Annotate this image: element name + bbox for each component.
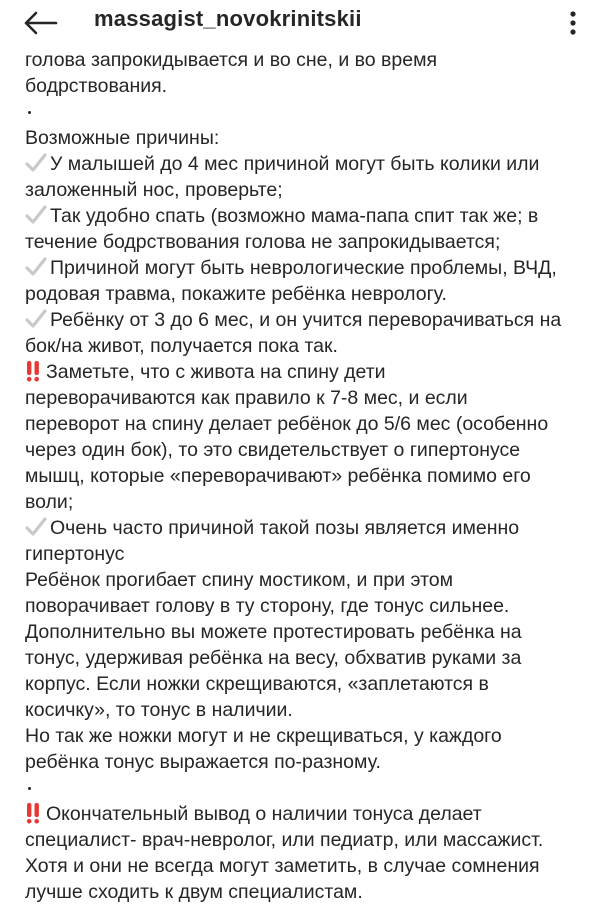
caption-line: Но так же ножки могут и не скрещиваться, у каждого	[25, 725, 502, 747]
post-caption	[25, 47, 593, 905]
check-mark-icon	[25, 309, 47, 329]
caption-line: Хотя и они не всегда могут заметить, в случае сомнения	[25, 855, 540, 877]
check-mark-icon	[25, 205, 47, 225]
caption-text: У малышей до 4 мес причиной могут быть колики или	[50, 153, 540, 175]
caption-line: родовая травма, покажите ребёнка неврологу.	[25, 283, 447, 305]
caption-line: переворот на спину делает ребёнок до 5/6 мес (особенно	[25, 413, 549, 435]
caption-line: заложенный нос, проверьте;	[25, 179, 283, 201]
caption-line: лучше сходить к двум специалистам.	[25, 881, 363, 903]
caption-line: поворачивает голову в ту сторону, где тонус сильнее.	[25, 595, 510, 617]
caption-line: течение бодрствования голова не запрокидывается;	[25, 231, 501, 253]
more-options-button[interactable]	[558, 5, 588, 41]
dot-icon	[28, 787, 31, 790]
caption-line: гипертонус	[25, 543, 125, 565]
caption-line: переворачиваются как правило к 7-8 мес, и если	[25, 387, 468, 409]
vertical-dots-icon	[569, 10, 577, 36]
check-mark-icon	[25, 257, 47, 277]
caption-line	[25, 515, 593, 541]
caption-line: тонус, удерживая ребёнка на весу, обхватив руками за	[25, 647, 522, 669]
double-exclamation-icon	[25, 802, 42, 824]
caption-line	[25, 801, 593, 827]
caption-line: мышц, которые «переворачивают» ребёнка помимо его	[25, 465, 531, 487]
separator-dot	[25, 99, 593, 125]
check-mark-icon	[25, 153, 47, 173]
caption-line: Ребёнок прогибает спину мостиком, и при этом	[25, 569, 454, 591]
arrow-left-icon	[22, 11, 58, 35]
caption-line: специалист- врач-невролог, или педиатр, или массажист.	[25, 829, 544, 851]
caption-line	[25, 255, 593, 281]
caption-line: воли;	[25, 491, 74, 513]
caption-text: Заметьте, что с живота на спину дети	[46, 361, 386, 383]
caption-line: бок/на живот, получается пока так.	[25, 335, 338, 357]
top-bar	[0, 0, 600, 46]
caption-line	[25, 151, 593, 177]
caption-line	[25, 307, 593, 333]
caption-line: голова запрокидывается и во сне, и во время	[25, 49, 438, 71]
caption-text: Окончательный вывод о наличии тонуса делает	[46, 803, 482, 825]
caption-text: Так удобно спать (возможно мама-папа спит так же; в	[50, 205, 539, 227]
check-mark-icon	[25, 517, 47, 537]
caption-text: Причиной могут быть неврологические проблемы, ВЧД,	[50, 257, 557, 279]
caption-line: ребёнка тонус выражается по-разному.	[25, 751, 381, 773]
caption-line: косичку», то тонус в наличии.	[25, 699, 293, 721]
caption-line: бодрствования.	[25, 75, 168, 97]
dot-icon	[28, 111, 31, 114]
caption-line: корпус. Если ножки скрещиваются, «заплетаются в	[25, 673, 489, 695]
profile-username[interactable]: massagist_novokrinitskii	[94, 6, 362, 31]
caption-line: через один бок), то это свидетельствует о гипертонусе	[25, 439, 521, 461]
caption-line	[25, 359, 593, 385]
back-button[interactable]	[18, 5, 62, 41]
caption-line: Возможные причины:	[25, 127, 220, 149]
caption-text: Ребёнку от 3 до 6 мес, и он учится переворачиваться на	[50, 309, 562, 331]
caption-line: Дополнительно вы можете протестировать ребёнка на	[25, 621, 522, 643]
caption-line	[25, 203, 593, 229]
double-exclamation-icon	[25, 360, 42, 382]
separator-dot	[25, 775, 593, 801]
caption-text: Очень часто причиной такой позы является именно	[50, 517, 520, 539]
